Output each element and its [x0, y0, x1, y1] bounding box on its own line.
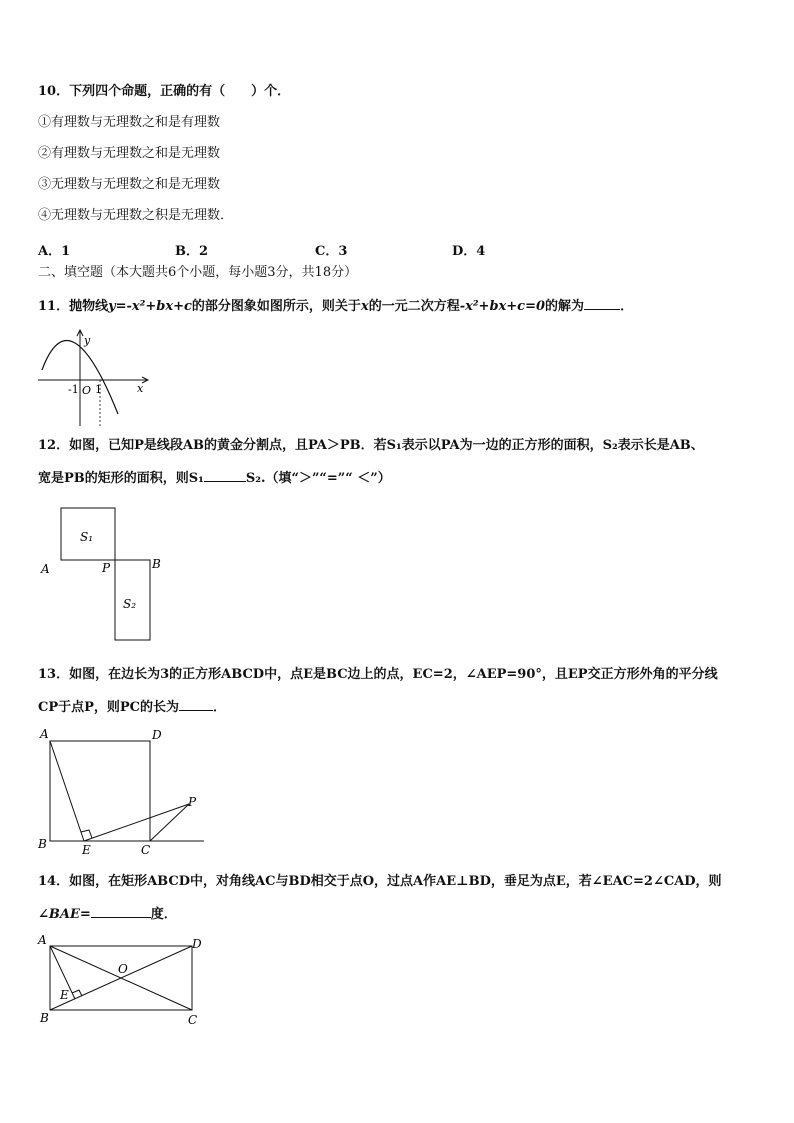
q11-y-label: y: [84, 334, 91, 347]
q11-answer-blank: [584, 297, 620, 310]
q12-figure: [35, 502, 175, 644]
q12-line1: 12．如图，已知P是线段AB的黄金分割点，且PA＞PB．若S₁表示以PA为一边的正方形的面积，S₂表示长是AB、: [38, 438, 704, 453]
q11-formula: y=-x²+bx+c: [108, 299, 192, 314]
q12-label-p: P: [102, 561, 111, 575]
q13-line2-b: ．: [213, 700, 227, 715]
q14-label-e: E: [60, 988, 69, 1002]
q11-parabola-figure: [30, 322, 160, 432]
q13-label-d: D: [152, 728, 162, 742]
q13-segment-ae: [50, 741, 84, 841]
q13-answer-blank: [179, 698, 213, 711]
q14-label-c: C: [188, 1013, 198, 1027]
q14-answer-blank: [91, 905, 151, 918]
q11-equation: -x²+bx+c=0: [459, 299, 546, 314]
q11-text-d: 的解为: [545, 299, 585, 314]
q12-line2-a: 宽是PB的矩形的面积，则S₁: [38, 471, 204, 486]
q13-label-a: A: [40, 727, 49, 741]
q10-option-c: C．3: [315, 244, 348, 259]
q12-answer-blank: [204, 469, 246, 482]
q10-item-1: ①有理数与无理数之和是有理数: [38, 115, 221, 130]
section-heading: 二、填空题（本大题共6个小题，每小题3分，共18分）: [38, 265, 358, 280]
q13-line2-a: CP于点P，则PC的长为: [38, 700, 180, 715]
q14-label-d: D: [192, 937, 202, 951]
q14-label-o: O: [118, 962, 128, 976]
q10-stem: 10．下列四个命题，正确的有（ ）个．: [38, 84, 291, 99]
q12-line2: [38, 469, 391, 487]
q10-option-b: B．2: [175, 244, 209, 259]
q11-text-a: 11．抛物线: [38, 299, 109, 314]
q13-line2: [38, 698, 226, 716]
q10-item-3: ③无理数与无理数之和是无理数: [38, 177, 221, 192]
q14-line1: 14．如图，在矩形ABCD中，对角线AC与BD相交于点O，过点A作AE⊥BD，垂足为点E，若∠EAC=2∠CAD，则: [38, 874, 722, 889]
q13-segment-ep: [84, 804, 189, 841]
q12-line2-b: S₂.（填“＞”“=”“ ＜”）: [245, 471, 391, 486]
q13-label-e: E: [82, 843, 91, 857]
q11-tick-neg1: -1: [68, 383, 79, 396]
q13-figure: [32, 726, 212, 858]
q10-option-a: A．1: [38, 244, 71, 259]
q12-label-s2: S₂: [123, 597, 137, 611]
q12-label-a: A: [41, 562, 50, 576]
q13-line1: 13．如图，在边长为3的正方形ABCD中，点E是BC边上的点，EC=2，∠AEP=90°，且EP交正方形外角的平分线: [38, 667, 718, 682]
q11-origin-label: O: [82, 384, 92, 397]
q10-item-2: ②有理数与无理数之和是无理数: [38, 146, 221, 161]
q12-label-s1: S₁: [80, 530, 94, 544]
q13-label-p: P: [188, 795, 197, 809]
q10-option-d: D．4: [452, 244, 486, 259]
q11-x-label: x: [137, 382, 144, 395]
q11-text-c: 的一元二次方程: [368, 299, 460, 314]
q12-label-b: B: [152, 557, 161, 571]
q11-text-e: ．: [620, 299, 634, 314]
q11-text-b: 的部分图象如图所示，则关于: [191, 299, 361, 314]
q11-text: [38, 297, 633, 315]
q11-tick-1: 1: [95, 383, 102, 396]
q13-segment-cp: [150, 804, 189, 841]
q14-label-a: A: [38, 933, 47, 947]
q14-label-b: B: [40, 1011, 49, 1025]
q14-figure: [32, 932, 212, 1030]
q13-square-abcd: [50, 741, 150, 841]
q13-label-b: B: [38, 837, 47, 851]
q14-line2: [38, 905, 177, 923]
q10-item-4: ④无理数与无理数之积是无理数．: [38, 208, 234, 223]
q13-label-c: C: [141, 843, 151, 857]
q11-var-x: x: [360, 299, 369, 314]
q14-line2-a: ∠BAE=: [38, 907, 91, 922]
q14-line2-b: 度．: [150, 907, 177, 922]
